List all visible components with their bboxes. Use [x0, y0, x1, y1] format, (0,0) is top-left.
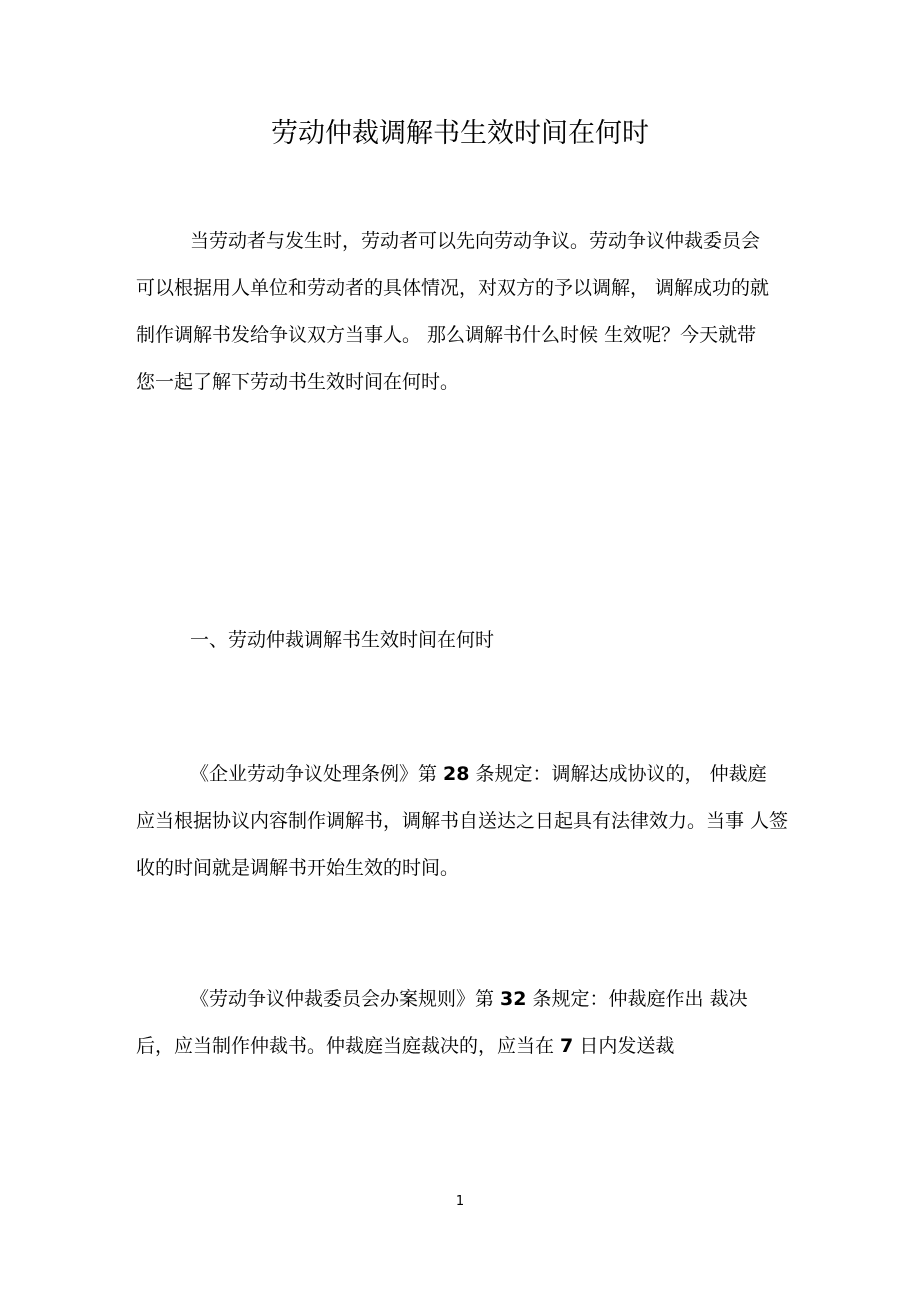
regulation-2-line-2-before: 后，应当制作仲裁书。仲裁庭当庭裁决的，应当在 [136, 1035, 561, 1057]
regulation-2-text-before: 《劳动争议仲裁委员会办案规则》第 [190, 988, 501, 1010]
regulation-1-line-3: 收的时间就是调解书开始生效的时间。 [136, 857, 460, 879]
article-number-32: 32 [500, 988, 527, 1010]
regulation-2-line-2 [136, 1023, 786, 1070]
regulation-2-text-after: 条规定：仲裁庭作出 裁决 [526, 988, 748, 1010]
regulation-1-line-1 [136, 751, 786, 798]
intro-line-4: 您一起了解下劳动书生效时间在何时。 [136, 371, 460, 393]
page-number: 1 [455, 1194, 465, 1209]
article-number-28: 28 [443, 763, 470, 785]
regulation-2-line-1 [136, 976, 786, 1023]
days-number-7: 7 [560, 1035, 574, 1057]
regulation-2-line-2-after: 日内发送裁 [573, 1035, 675, 1057]
regulation-paragraph-2 [136, 976, 786, 1070]
regulation-1-text-after: 条规定：调解达成协议的， 仲裁庭 [469, 763, 767, 785]
intro-line-2: 可以根据用人单位和劳动者的具体情况，对双方的予以调解， 调解成功的就 [136, 277, 770, 299]
intro-paragraph [136, 218, 786, 406]
regulation-paragraph-1 [136, 751, 789, 892]
regulation-1-line-2: 应当根据协议内容制作调解书，调解书自送达之日起具有法律效力。当事 人签 [136, 810, 789, 832]
document-title: 劳动仲裁调解书生效时间在何时 [271, 118, 649, 149]
regulation-1-text-before: 《企业劳动争议处理条例》第 [190, 763, 444, 785]
intro-line-3: 制作调解书发给争议双方当事人。 那么调解书什么时候 生效呢？今天就带 [136, 324, 757, 346]
intro-line-1: 当劳动者与发生时，劳动者可以先向劳动争议。劳动争议仲裁委员会 [190, 230, 761, 252]
section-heading: 一、劳动仲裁调解书生效时间在何时 [190, 629, 495, 651]
